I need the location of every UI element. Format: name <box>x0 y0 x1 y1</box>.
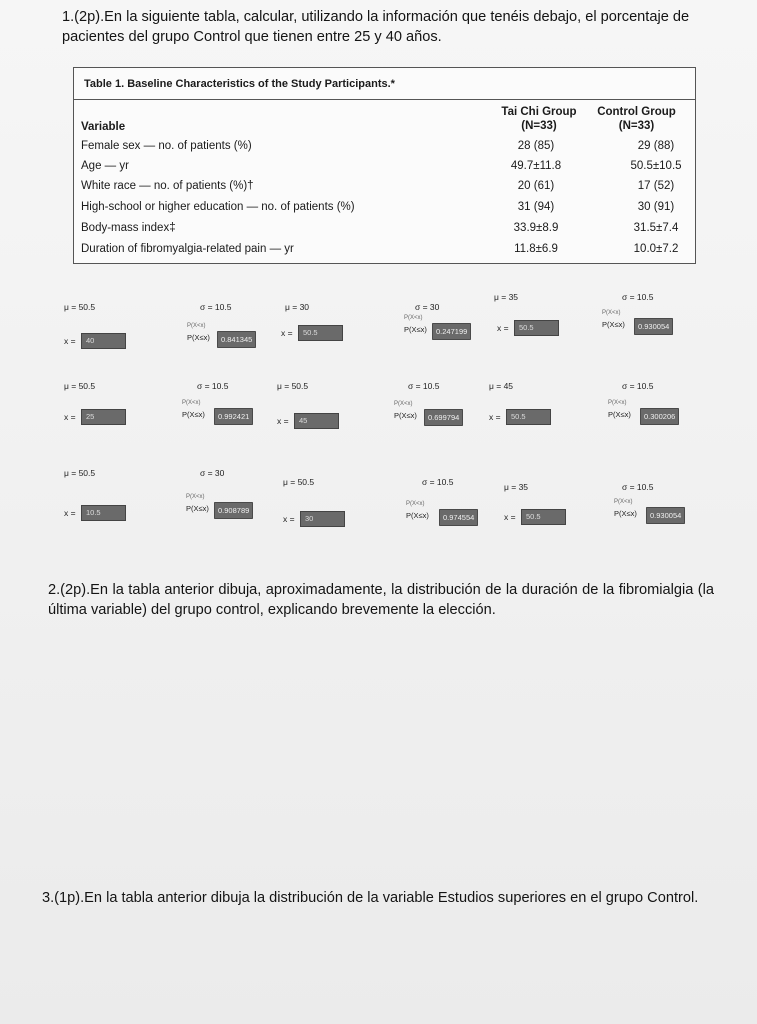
table-row <box>81 201 691 221</box>
row-control-value: 50.5±10.5 <box>630 160 682 172</box>
question-3: 3.(1p).En la tabla anterior dibuja la distribución de la variable Estudios superiores en el grupo Control. <box>42 890 699 906</box>
table-row <box>81 243 691 263</box>
x-label: x = <box>497 323 509 333</box>
x-input[interactable]: 50.5 <box>298 325 343 341</box>
x-label: x = <box>504 512 516 522</box>
sigma-label: σ = 10.5 <box>622 482 654 492</box>
p-less-label: P(X<x) <box>614 499 633 505</box>
x-input[interactable]: 40 <box>81 333 126 349</box>
mu-label: μ = 50.5 <box>277 381 309 391</box>
x-input[interactable]: 50.5 <box>521 509 566 525</box>
x-input[interactable]: 45 <box>294 413 339 429</box>
x-label: x = <box>277 416 289 426</box>
header-variable: Variable <box>81 121 126 133</box>
p-label: P(X≤x) <box>608 410 631 419</box>
question-1: 1.(2p).En la siguiente tabla, calcular, utilizando la información que tenéis debajo, el porcentaje de pacientes del grupo Control que tienen entre 25 y 40 años. <box>62 9 690 45</box>
x-label: x = <box>283 514 295 524</box>
p-value: 0.247199 <box>432 323 471 340</box>
p-less-label: P(X<x) <box>182 400 201 406</box>
p-label: P(X≤x) <box>394 411 417 420</box>
mu-label: μ = 50.5 <box>64 302 96 312</box>
header-control-n: (N=33) <box>618 120 655 132</box>
sigma-label: σ = 10.5 <box>622 292 654 302</box>
row-taichi-value: 11.8±6.9 <box>514 243 558 255</box>
x-label: x = <box>281 328 293 338</box>
x-label: x = <box>489 412 501 422</box>
row-label: White race — no. of patients (%)† <box>81 180 254 192</box>
row-control-value: 10.0±7.2 <box>633 243 679 255</box>
x-input[interactable]: 10.5 <box>81 505 126 521</box>
mu-label: μ = 45 <box>489 381 514 391</box>
mu-label: μ = 30 <box>285 302 310 312</box>
sigma-label: σ = 10.5 <box>197 381 229 391</box>
row-label: Age — yr <box>81 160 129 172</box>
sigma-label: σ = 10.5 <box>422 477 454 487</box>
sigma-label: σ = 10.5 <box>200 302 232 312</box>
mu-label: μ = 35 <box>494 292 519 302</box>
p-label: P(X≤x) <box>182 410 205 419</box>
row-label: High-school or higher education — no. of patients (%) <box>81 201 355 213</box>
x-label: x = <box>64 508 76 518</box>
row-label: Body-mass index‡ <box>81 222 176 234</box>
mu-label: μ = 50.5 <box>64 381 96 391</box>
p-value: 0.930054 <box>646 507 685 524</box>
table-row <box>81 222 691 242</box>
p-less-label: P(X<x) <box>404 315 423 321</box>
mu-label: μ = 50.5 <box>283 477 315 487</box>
p-value: 0.992421 <box>214 408 253 425</box>
p-label: P(X≤x) <box>406 511 429 520</box>
table-row <box>81 140 691 160</box>
row-control-value: 29 (88) <box>637 140 675 152</box>
header-control-label: Control Group <box>597 106 676 118</box>
p-value: 0.930054 <box>634 318 673 335</box>
row-control-value: 17 (52) <box>637 180 675 192</box>
row-label: Duration of fibromyalgia-related pain — yr <box>81 243 294 255</box>
row-label: Female sex — no. of patients (%) <box>81 140 252 152</box>
header-taichi <box>484 105 594 133</box>
header-control <box>589 105 684 133</box>
p-label: P(X≤x) <box>614 509 637 518</box>
p-value: 0.300206 <box>640 408 679 425</box>
p-value: 0.841345 <box>217 331 256 348</box>
x-label: x = <box>64 412 76 422</box>
table-row <box>81 160 691 180</box>
p-less-label: P(X<x) <box>608 400 627 406</box>
header-taichi-label: Tai Chi Group <box>501 106 577 118</box>
x-label: x = <box>64 336 76 346</box>
p-label: P(X≤x) <box>404 325 427 334</box>
sigma-label: σ = 30 <box>415 302 440 312</box>
sigma-label: σ = 10.5 <box>408 381 440 391</box>
row-taichi-value: 20 (61) <box>517 180 555 192</box>
x-input[interactable]: 30 <box>300 511 345 527</box>
question-2: 2.(2p).En la tabla anterior dibuja, aproximadamente, la distribución de la duración de la fibromialgia (la última variable) del grupo control, explicando brevemente la elección. <box>48 582 714 618</box>
table-title-bar <box>74 68 695 100</box>
p-less-label: P(X<x) <box>186 494 205 500</box>
row-taichi-value: 49.7±11.8 <box>510 160 562 172</box>
mu-label: μ = 35 <box>504 482 529 492</box>
sigma-label: σ = 30 <box>200 468 225 478</box>
mu-label: μ = 50.5 <box>64 468 96 478</box>
table-title: Table 1. Baseline Characteristics of the Study Participants.* <box>84 78 395 90</box>
p-value: 0.974554 <box>439 509 478 526</box>
x-input[interactable]: 25 <box>81 409 126 425</box>
p-less-label: P(X<x) <box>602 310 621 316</box>
x-input[interactable]: 50.5 <box>506 409 551 425</box>
row-taichi-value: 28 (85) <box>517 140 555 152</box>
p-less-label: P(X<x) <box>394 401 413 407</box>
p-label: P(X≤x) <box>186 504 209 513</box>
baseline-table <box>73 67 696 264</box>
table-row <box>81 180 691 200</box>
p-label: P(X≤x) <box>187 333 210 342</box>
row-control-value: 31.5±7.4 <box>633 222 679 234</box>
header-taichi-n: (N=33) <box>521 120 557 132</box>
p-less-label: P(X<x) <box>187 323 206 329</box>
p-value: 0.699794 <box>424 409 463 426</box>
p-less-label: P(X<x) <box>406 501 425 507</box>
p-label: P(X≤x) <box>602 320 625 329</box>
p-value: 0.908789 <box>214 502 253 519</box>
sigma-label: σ = 10.5 <box>622 381 654 391</box>
x-input[interactable]: 50.5 <box>514 320 559 336</box>
row-taichi-value: 33.9±8.9 <box>513 222 559 234</box>
row-taichi-value: 31 (94) <box>517 201 555 213</box>
row-control-value: 30 (91) <box>637 201 675 213</box>
